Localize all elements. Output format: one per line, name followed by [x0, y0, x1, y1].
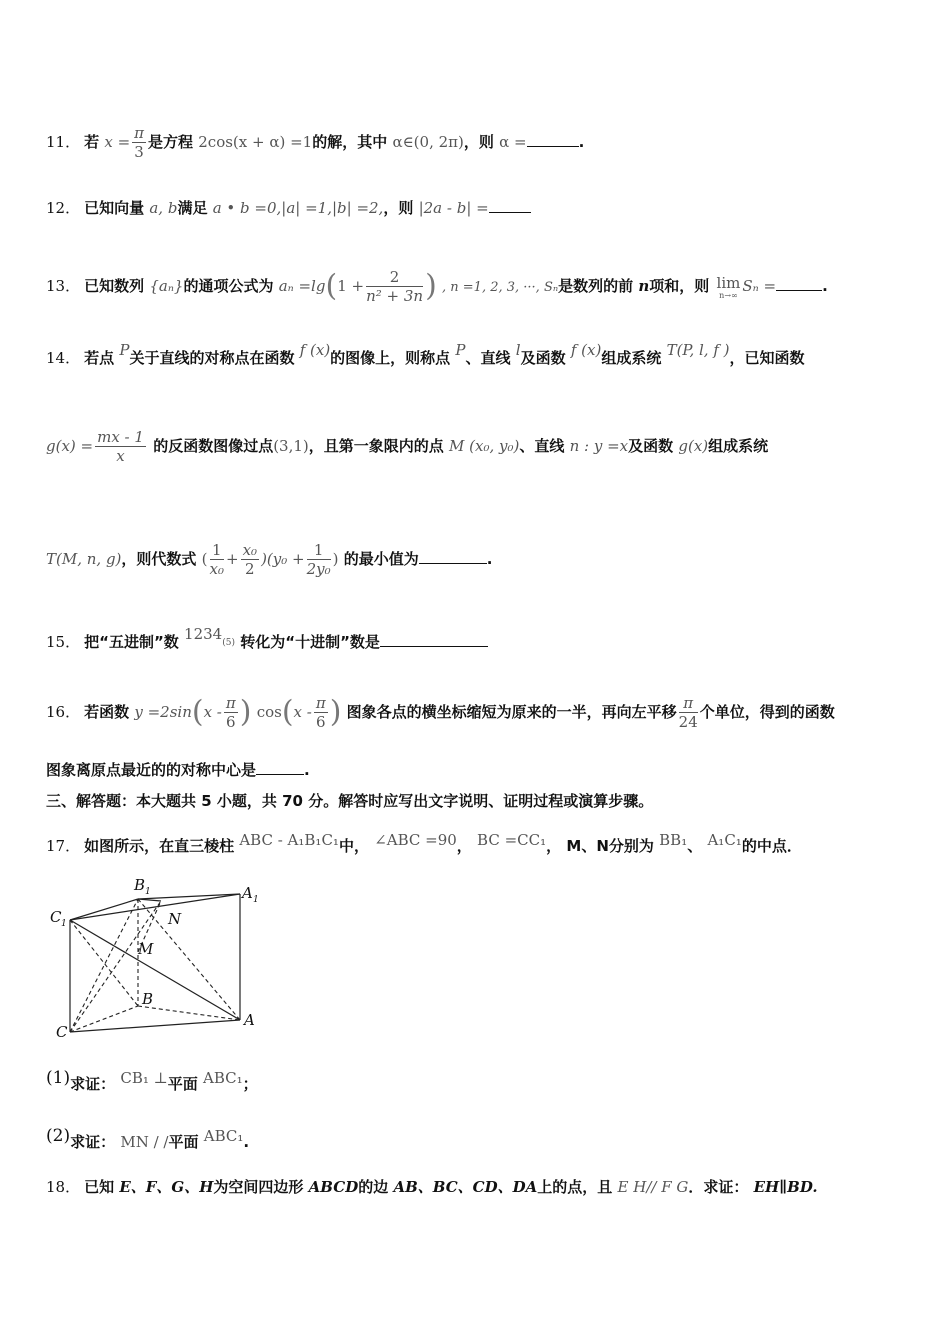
question-14: 14． 若点 P关于直线的对称点在函数 f (x)的图像上，则称点 P、直线 l及函数 f (x)组成系统 T(P, l, f )，已知函数	[46, 341, 805, 367]
fraction-x0-over-2: $\frac{\text{x₀}}{2}$	[242, 541, 258, 578]
limit-symbol: lim n→∞	[716, 273, 741, 300]
question-18: 18． 已知 E、F、G、H为空间四边形 ABCD的边 AB、BC、CD、DA上的点，且 E H// F G．求证： EH∥BD.	[46, 1178, 818, 1196]
answer-blank[interactable]	[256, 760, 304, 775]
diag-b1-a	[138, 899, 240, 1020]
answer-blank[interactable]	[489, 198, 531, 213]
section-heading: 三、解答题：本大题共 5 小题，共 70 分。解答时应写出文字说明、证明过程或演算步骤。	[46, 792, 654, 810]
question-16-line-2: 图象离原点最近的的对称中心是 .	[46, 761, 310, 779]
question-17-part-1: (1)求证： CB₁ ⊥平面 ABC₁；	[46, 1068, 258, 1093]
label-m: M	[138, 940, 154, 958]
fraction-pi-over-6: $\frac{\pi}{6}$	[315, 694, 326, 731]
label-c: C	[56, 1023, 68, 1041]
fraction-pi-over-6: $\frac{\pi}{6}$	[225, 694, 236, 731]
label-b1: B	[134, 876, 146, 894]
label-c1-sub: 1	[61, 919, 67, 929]
answer-blank[interactable]	[419, 549, 487, 564]
diag-c1-b	[70, 920, 138, 1006]
question-17-part-2: (2)求证： MN / /平面 ABC₁.	[46, 1126, 250, 1151]
fraction-1-over-x0: $\frac{1}{\text{x₀}}$	[209, 541, 224, 578]
fraction-pi-over-24: $\frac{\pi}{24}$	[678, 694, 698, 731]
prism-figure	[46, 872, 276, 1047]
question-15: 15． 把“五进制”数 1234(5) 转化为“十进制”数是	[46, 624, 488, 653]
answer-blank[interactable]	[776, 276, 822, 291]
edge-c1-b1	[70, 899, 138, 920]
question-17: 17． 如图所示，在直三棱柱 ABC - A₁B₁C₁中， ∠ABC =90， BC =CC₁， M、N分别为 BB₁、 A₁C₁的中点．	[46, 831, 802, 855]
question-12: 12． 已知向量 a, b满足 a • b =0,|a| =1,|b| =2,，则 |2a - b| =	[46, 198, 531, 218]
label-a1-sub: 1	[253, 895, 259, 905]
label-n: N	[168, 910, 182, 928]
answer-blank[interactable]	[380, 632, 488, 647]
fraction-g: $\frac{mx - 1}{x}$	[97, 428, 144, 465]
question-16: 16． 若函数 y =2sin(x - $\frac{\pi}{6}$ ) cos(x - $\frac{\pi}{6}$ ) 图象各点的横坐标缩短为原来的一半，再向左平移 $\frac{\pi}{24}$ 个单位，得到的函数	[46, 694, 835, 731]
label-b1-sub: 1	[145, 887, 151, 897]
question-13: 13． 已知数列 {aₙ}的通项公式为 aₙ =lg(1 + $\frac{2}{\text{n² + 3n}}$ ) , n =1, 2, 3, ···, Sₙ是数列的前 n项和，则 lim n→∞ Sₙ = .	[46, 268, 828, 305]
label-c1: C	[50, 908, 62, 926]
label-b: B	[142, 990, 154, 1008]
question-11: 11． 若 x = $\frac{\pi}{3}$ 是方程 2cos(x + α) =1的解，其中 α∈(0, 2π)，则 α = .	[46, 124, 585, 161]
answer-blank[interactable]	[527, 132, 579, 147]
label-a: A	[244, 1011, 255, 1029]
fraction-1-over-2y0: $\frac{1}{\text{2y₀}}$	[306, 541, 331, 578]
label-a1: A	[242, 884, 253, 902]
fraction-2-over-n2-3n: $\frac{2}{\text{n² + 3n}}$	[366, 268, 424, 305]
segment-b1-n	[138, 899, 161, 901]
question-14-line-3: T(M, n, g)，则代数式 ( $\frac{1}{\text{x₀}}$ + $\frac{\text{x₀}}{2}$ )(y₀ + $\frac{1}{\text{2y₀}}$ ) 的最小值为 .	[46, 541, 493, 578]
fraction-pi-over-3: $\frac{\pi}{3}$	[134, 124, 144, 161]
edge-c1-a	[70, 920, 240, 1020]
edge-b-a	[138, 1006, 240, 1020]
segment-c-n	[70, 901, 161, 1032]
edge-c-a	[70, 1020, 240, 1032]
question-14-line-2: g(x) = $\frac{mx - 1}{x}$ 的反函数图像过点(3,1)，且第一象限内的点 M (x₀, y₀)、直线 n : y =x及函数 g(x)组成系统	[46, 428, 769, 465]
